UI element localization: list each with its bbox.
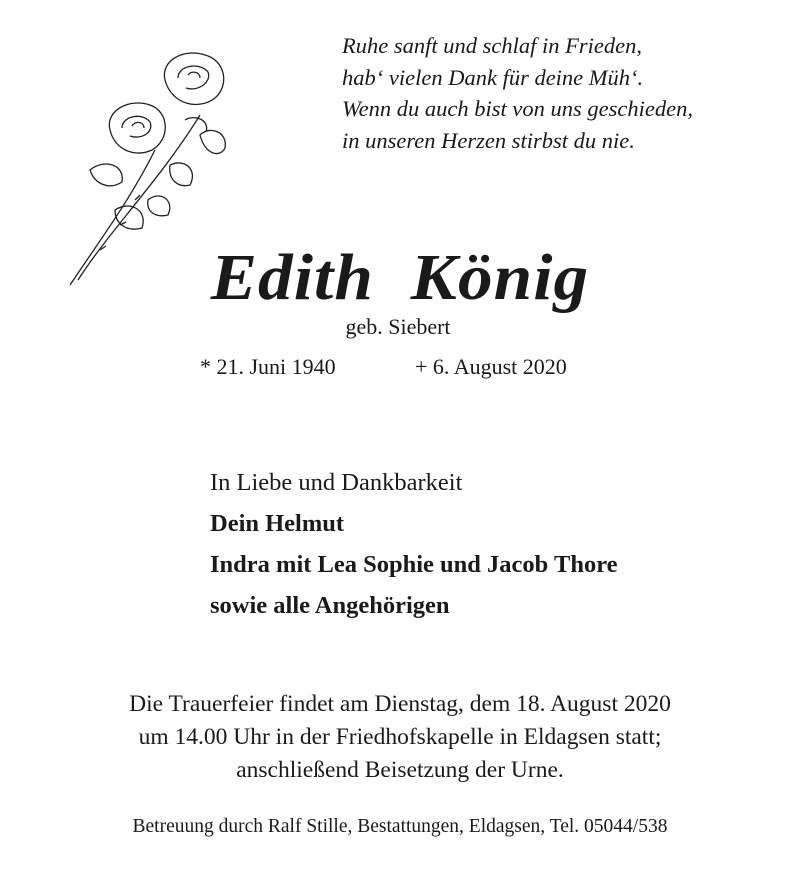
poem-line: hab‘ vielen Dank für deine Müh‘. (342, 64, 644, 90)
family-member: Indra mit Lea Sophie und Jacob Thore (210, 551, 618, 578)
rose-bloom-lower (109, 103, 165, 153)
ceremony-line: um 14.00 Uhr in der Friedhofskapelle in Eldagsen statt; (138, 724, 662, 750)
ceremony-line: anschließend Beisetzung der Urne. (236, 757, 564, 783)
poem-line: Ruhe sanft und schlaf in Frieden, (342, 33, 642, 58)
maiden-name-text: geb. Siebert (345, 314, 451, 339)
death-date: + 6. August 2020 (415, 354, 567, 379)
poem (342, 30, 693, 156)
birth-date: * 21. Juni 1940 (200, 354, 336, 379)
family-block (210, 462, 618, 626)
ceremony-line: Die Trauerfeier findet am Dienstag, dem 18. August 2020 (129, 691, 671, 717)
maiden-name (0, 314, 800, 340)
family-intro: In Liebe und Dankbarkeit (210, 469, 463, 496)
ceremony-info (0, 688, 800, 787)
family-member: sowie alle Angehörigen (210, 592, 450, 619)
deceased-name: Edith König (210, 241, 590, 314)
family-member: Dein Helmut (210, 510, 345, 537)
funeral-home-footer: Betreuung durch Ralf Stille, Bestattungen, Eldagsen, Tel. 05044/538 (132, 816, 668, 837)
rose-bloom-upper (164, 53, 223, 104)
poem-line: in unseren Herzen stirbst du nie. (342, 127, 635, 153)
poem-line: Wenn du auch bist von uns geschieden, (342, 96, 693, 121)
